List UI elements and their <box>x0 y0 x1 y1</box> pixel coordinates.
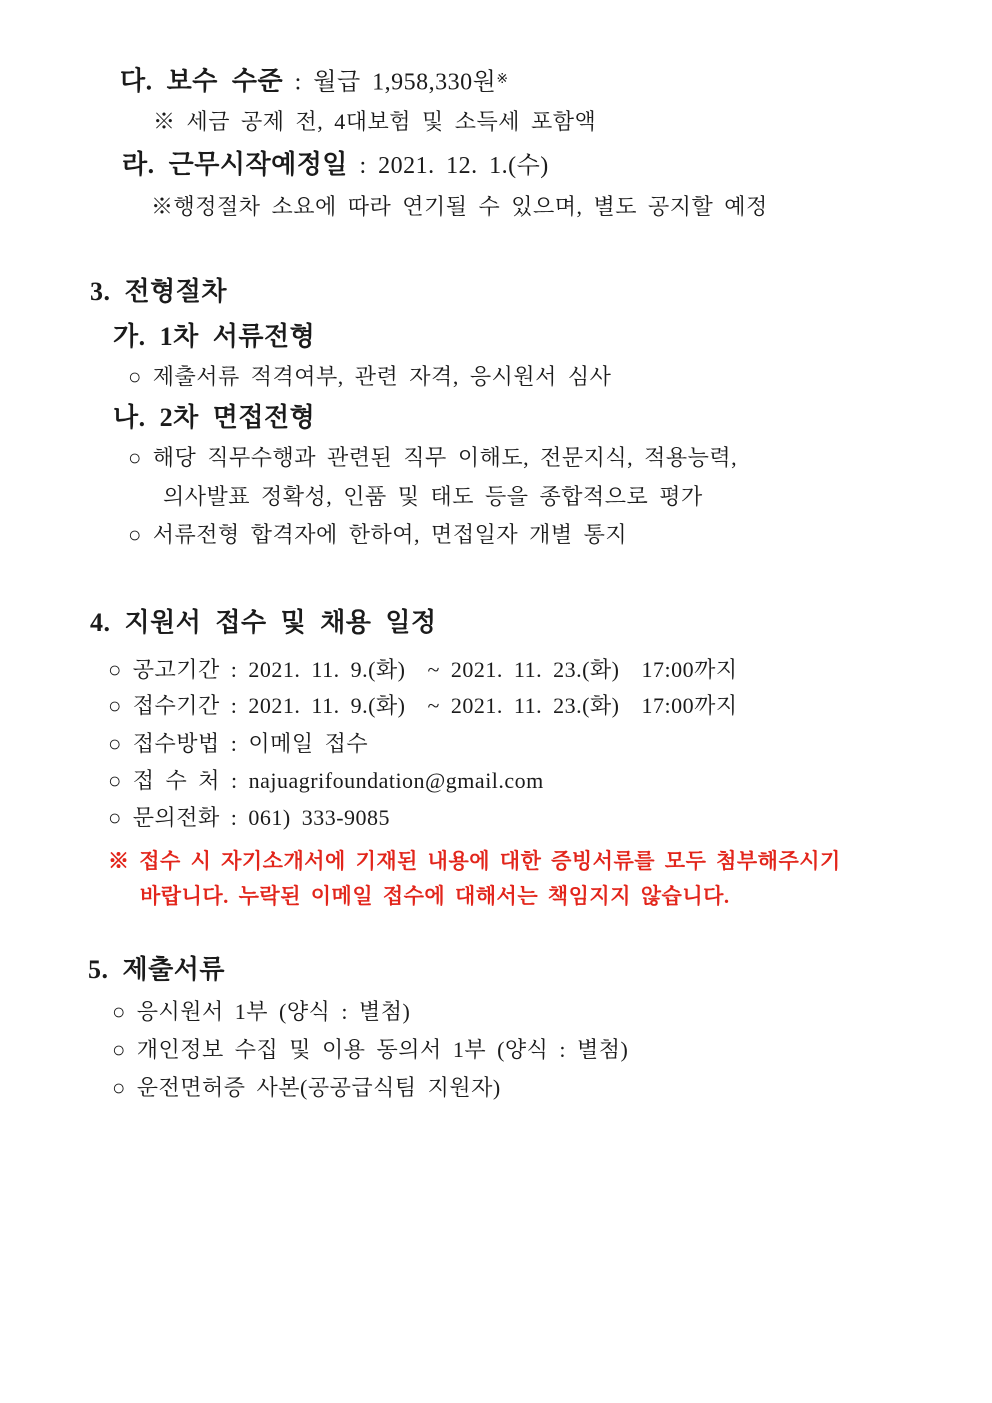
pay-level-footnote-mark: ※ <box>496 72 509 87</box>
attachment-notice-line1: ※ 접수 시 자기소개서에 기재된 내용에 대한 증빙서류를 모두 첨부해주시기 <box>108 849 841 873</box>
attachment-notice-line2: 바랍니다. 누락된 이메일 접수에 대해서는 책임지지 않습니다. <box>140 884 730 908</box>
pay-level-item <box>120 61 508 104</box>
application-method-bullet: ○ 접수방법 : 이메일 접수 <box>108 731 369 756</box>
privacy-consent-bullet: ○ 개인정보 수집 및 이용 동의서 1부 (양식 : 별첨) <box>112 1037 629 1062</box>
second-round-bullet1-line2: 의사발표 정확성, 인품 및 태도 등을 종합적으로 평가 <box>163 484 703 509</box>
pay-level-value: : 월급 1,958,330원 <box>283 69 497 96</box>
application-period-bullet: ○ 접수기간 : 2021. 11. 9.(화) ~ 2021. 11. 23.(화) 17:00까지 <box>108 693 738 718</box>
notice-period-bullet: ○ 공고기간 : 2021. 11. 9.(화) ~ 2021. 11. 23.(화) 17:00까지 <box>108 657 738 682</box>
work-start-note: ※행정절차 소요에 따라 연기될 수 있으며, 별도 공지할 예정 <box>151 194 768 219</box>
second-round-heading: 나. 2차 면접전형 <box>113 403 316 432</box>
first-round-heading: 가. 1차 서류전형 <box>113 322 316 351</box>
pay-tax-note: ※ 세금 공제 전, 4대보험 및 소득세 포함액 <box>153 109 597 134</box>
driver-license-bullet: ○ 운전면허증 사본(공공급식팀 지원자) <box>112 1075 501 1100</box>
section4-heading: 4. 지원서 접수 및 채용 일정 <box>90 608 437 637</box>
application-form-bullet: ○ 응시원서 1부 (양식 : 별첨) <box>112 999 411 1024</box>
second-round-bullet1-line1: ○ 해당 직무수행과 관련된 직무 이해도, 전문지식, 적용능력, <box>128 445 738 470</box>
work-start-item <box>122 146 549 188</box>
first-round-bullet: ○ 제출서류 적격여부, 관련 자격, 응시원서 심사 <box>128 364 612 389</box>
contact-phone-bullet: ○ 문의전화 : 061) 333-9085 <box>108 805 391 830</box>
section3-heading: 3. 전형절차 <box>90 277 227 306</box>
pay-level-label: 다. 보수 수준 <box>120 66 284 96</box>
work-start-label: 라. 근무시작예정일 <box>122 150 348 179</box>
application-address-bullet: ○ 접 수 처 : najuagrifoundation@gmail.com <box>108 768 544 793</box>
second-round-bullet2: ○ 서류전형 합격자에 한하여, 면접일자 개별 통지 <box>128 522 628 547</box>
work-start-value: : 2021. 12. 1.(수) <box>347 153 549 179</box>
section5-heading: 5. 제출서류 <box>88 955 225 984</box>
